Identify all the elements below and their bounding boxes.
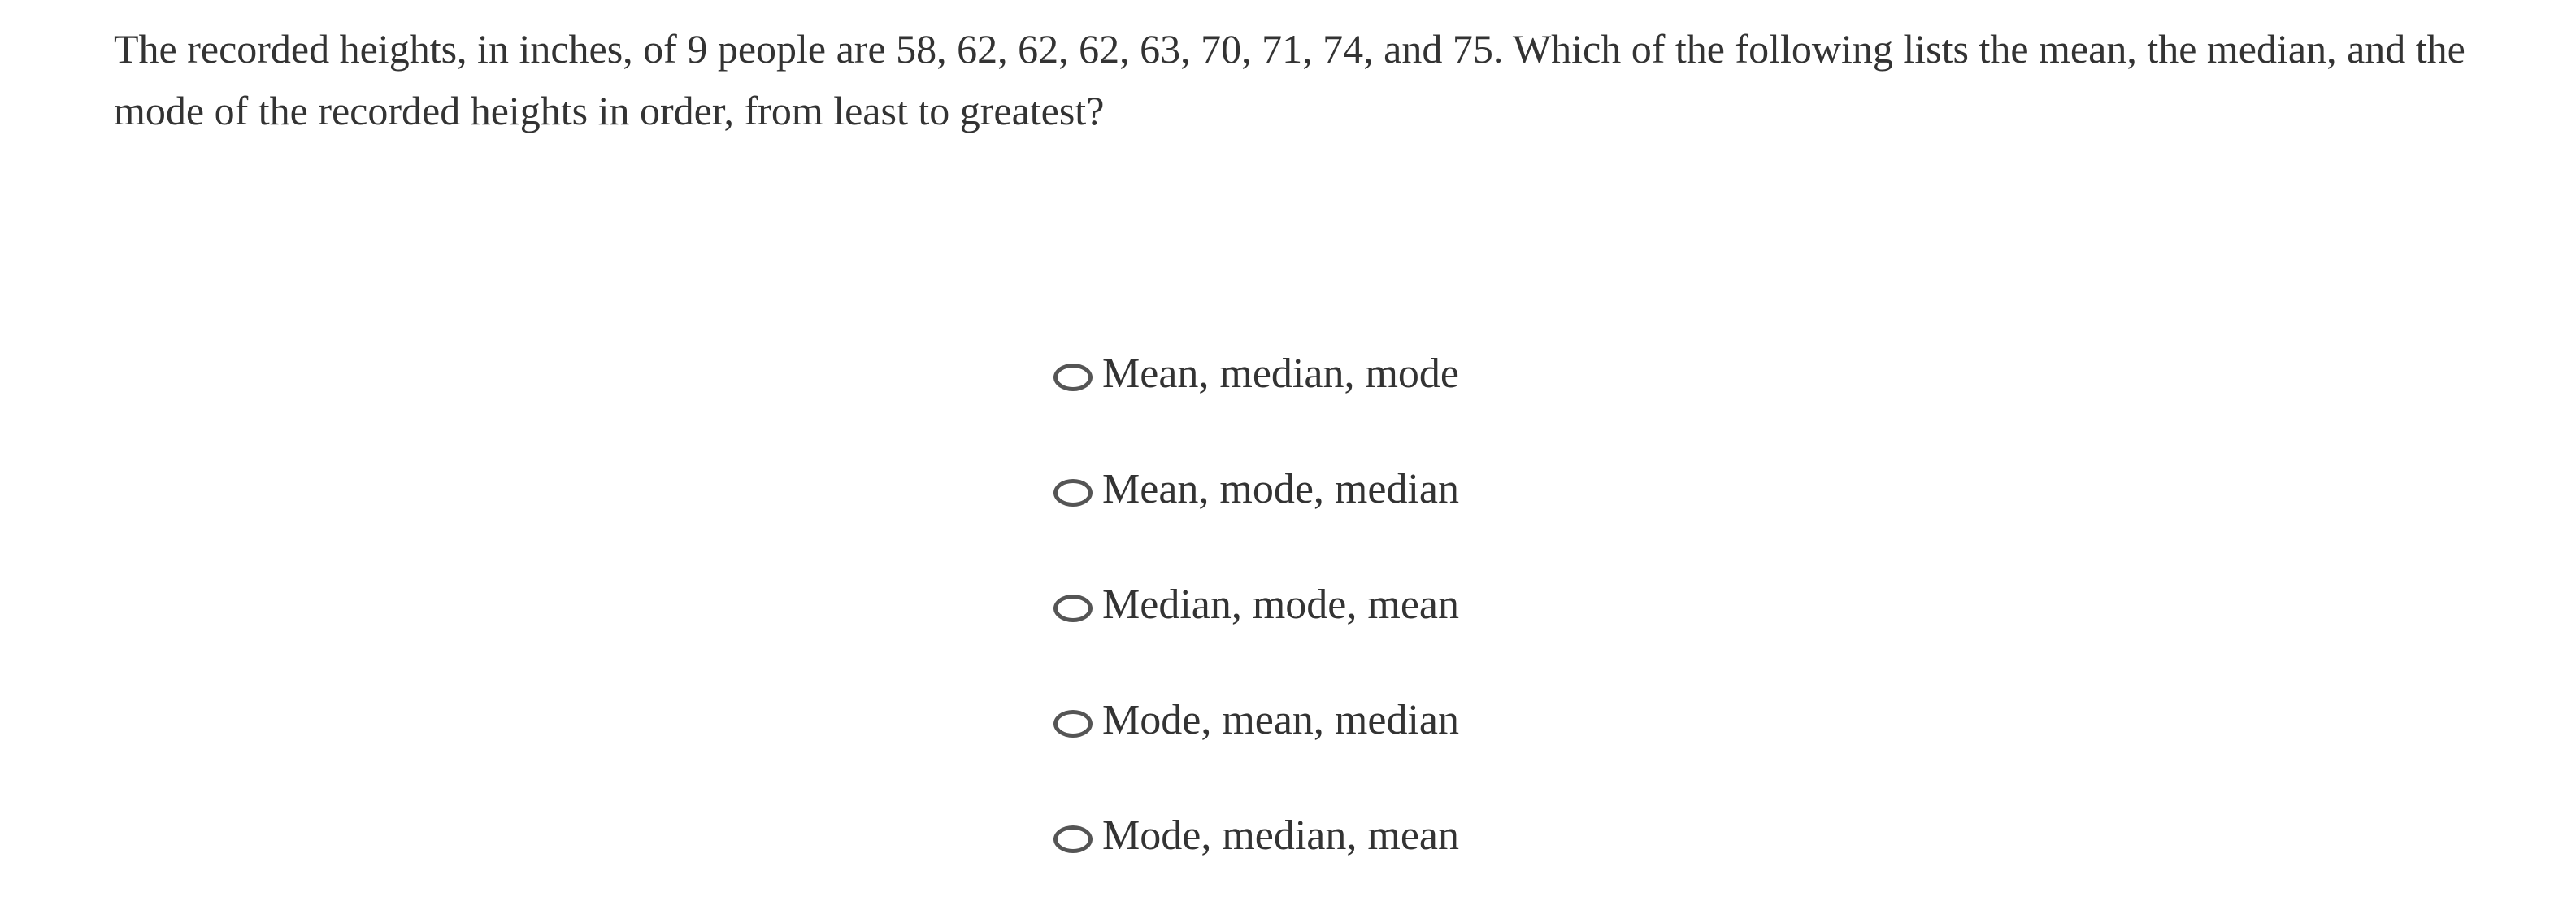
choice-option-b[interactable] — [1053, 457, 1785, 573]
question-text: The recorded heights, in inches, of 9 people are 58, 62, 62, 62, 63, 70, 71, 74, and 75. Which of the following lists the mean, the median, and the mode of the recorded heights in order, from least to greatest? — [114, 26, 2465, 133]
choice-option-a[interactable] — [1053, 342, 1785, 457]
choice-label: Mode, mean, median — [1102, 697, 1459, 743]
choice-option-c[interactable] — [1053, 573, 1785, 688]
radio-unchecked-icon[interactable] — [1053, 825, 1093, 853]
radio-unchecked-icon[interactable] — [1053, 710, 1093, 738]
choice-label: Mean, median, mode — [1102, 351, 1459, 397]
choice-option-e[interactable] — [1053, 804, 1785, 919]
radio-unchecked-icon[interactable] — [1053, 595, 1093, 622]
choice-label: Median, mode, mean — [1102, 581, 1459, 628]
answer-choices — [1053, 342, 1785, 919]
choice-label: Mode, median, mean — [1102, 812, 1459, 859]
choice-option-d[interactable] — [1053, 688, 1785, 804]
radio-unchecked-icon[interactable] — [1053, 479, 1093, 507]
choice-label: Mean, mode, median — [1102, 466, 1459, 512]
radio-unchecked-icon[interactable] — [1053, 364, 1093, 391]
